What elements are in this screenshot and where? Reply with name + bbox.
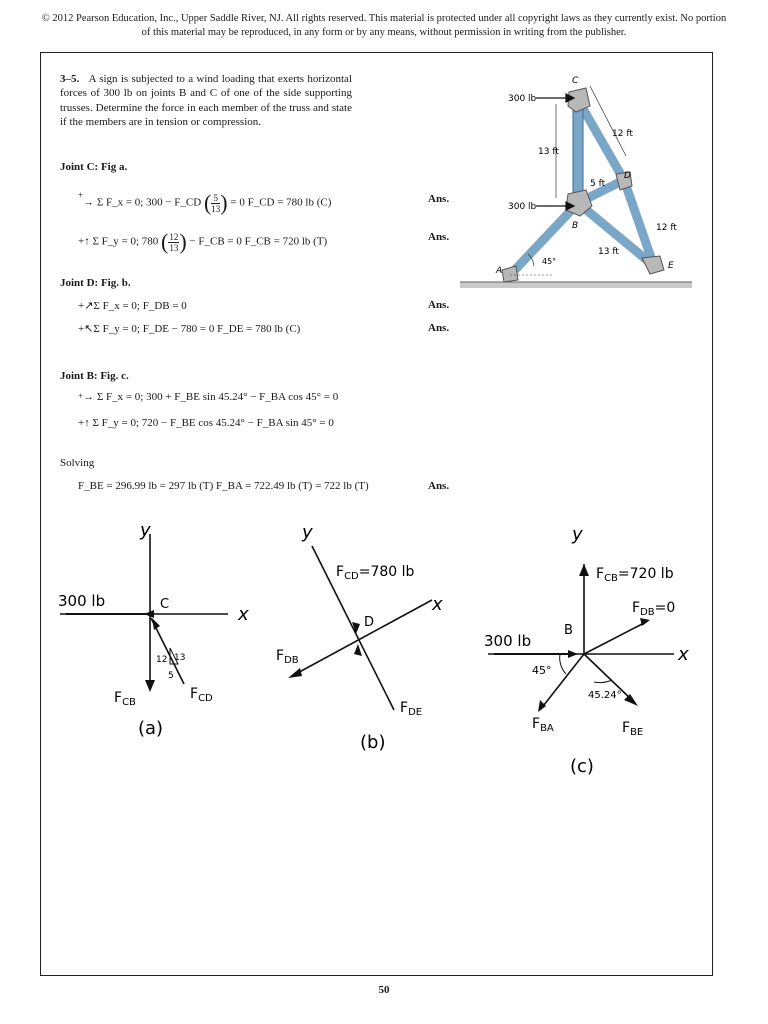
caption-b: (b)	[360, 732, 386, 753]
joint-d-heading: Joint D: Fig. b.	[60, 277, 131, 289]
ans-label: Ans.	[428, 193, 450, 205]
dim-5ft: 5 ft	[590, 179, 606, 189]
ans-label: Ans.	[428, 480, 450, 492]
caption-a: (a)	[138, 718, 164, 739]
label-c: C	[572, 76, 579, 86]
page-number: 50	[378, 984, 390, 996]
x-axis-label: x	[432, 594, 443, 615]
load-c-label: 300 lb	[508, 94, 537, 104]
force-fcd: $F_{CD}=780$ lb	[336, 564, 415, 582]
copyright-notice: © 2012 Pearson Education, Inc., Upper Saddle River, NJ. All rights reserved. This material is protected under all copyright laws as they currently exist. No portion of this material may be reproduced, in any form or by any means, without permission in writing from the publisher.	[41, 13, 727, 38]
angle-45-24: 45.24°	[588, 690, 622, 701]
ground	[460, 282, 692, 288]
joint-b-heading: Joint B: Fig. c.	[60, 370, 129, 382]
force-fdb: $F_{DB}=0$	[632, 600, 676, 618]
sketch-b	[272, 516, 462, 756]
force-fbe: $F_{BE}$	[622, 720, 644, 738]
x-axis-label: x	[238, 604, 249, 625]
problem-text: A sign is subjected to a wind loading that exerts horizontal forces of 300 lb on joints B and C of one of the side supporting trusses. Determine the force in each member of the truss and state if the members are in tension or compression.	[60, 73, 352, 129]
problem-statement	[60, 72, 352, 130]
ans-label: Ans.	[428, 231, 450, 243]
joint-label: C	[160, 597, 170, 612]
truss-members	[510, 100, 654, 275]
joint-d-eq2: +↖Σ F_y = 0; F_DE − 780 = 0 F_DE = 780 lb (C)	[78, 323, 301, 335]
ans-label: Ans.	[428, 299, 450, 311]
force-fba: $F_{BA}$	[532, 716, 554, 734]
load-label: 300 lb	[484, 632, 532, 650]
joint-b-eq2: +↑ Σ F_y = 0; 720 − F_BE cos 45.24° − F_BA sin 45° = 0	[78, 417, 334, 429]
label-d: D	[624, 171, 631, 181]
joint-c-eq2: +↑ Σ F_y = 0; 780 ( $\frac{12}{13}$ ) − F_CB = 0 F_CB = 720 lb (T)	[78, 229, 328, 254]
force-fcb: $F_{CB}$	[114, 690, 136, 708]
label-a: A	[496, 266, 503, 276]
joint-d-eq1: +↗Σ F_x = 0; F_DB = 0	[78, 300, 187, 312]
ans-label: Ans.	[428, 322, 450, 334]
joint-b-eq1: +→ Σ F_x = 0; 300 + F_BE sin 45.24° − F_BA cos 45° = 0	[78, 391, 339, 403]
truss-figure	[456, 70, 696, 300]
x-axis-label: x	[678, 644, 689, 665]
joint-c-eq1: +→ Σ F_x = 0; 300 − F_CD ( $\frac{5}{13}$ ) = 0 F_CD = 780 lb (C)	[78, 190, 332, 215]
dim-12ft-bottom: 12 ft	[656, 223, 677, 233]
load-b-label: 300 lb	[508, 202, 537, 212]
force-fdb: $F_{DB}$	[276, 648, 299, 666]
label-e: E	[668, 261, 674, 271]
y-axis-label: y	[140, 520, 151, 541]
num-5: 5	[168, 671, 174, 681]
label-b: B	[572, 221, 579, 231]
joint-label: B	[564, 623, 573, 638]
y-axis-label: y	[302, 522, 313, 543]
num-12: 12	[156, 655, 168, 665]
sketch-c	[484, 514, 712, 776]
dim-12ft-top: 12 ft	[612, 129, 633, 139]
caption-c: (c)	[570, 756, 594, 776]
force-fcd: $F_{CD}$	[190, 686, 213, 704]
force-fde: $F_{DE}$	[400, 700, 423, 718]
y-axis-label: y	[572, 524, 583, 545]
solving-label: Solving	[60, 457, 95, 469]
sketch-a	[58, 514, 268, 744]
joint-label: D	[364, 615, 375, 630]
problem-number: 3–5.	[60, 73, 80, 85]
angle-label: 45°	[542, 257, 557, 266]
joint-c-heading: Joint C: Fig a.	[60, 161, 128, 173]
result-line: F_BE = 296.99 lb = 297 lb (T) F_BA = 722.49 lb (T) = 722 lb (T)	[78, 480, 369, 492]
dim-13ft-bottom: 13 ft	[598, 247, 619, 257]
angle-45: 45°	[532, 664, 552, 677]
force-fcb: $F_{CB}=720$ lb	[596, 566, 674, 584]
load-label: 300 lb	[58, 592, 106, 610]
num-13: 13	[174, 653, 186, 663]
dim-13ft: 13 ft	[538, 147, 559, 157]
